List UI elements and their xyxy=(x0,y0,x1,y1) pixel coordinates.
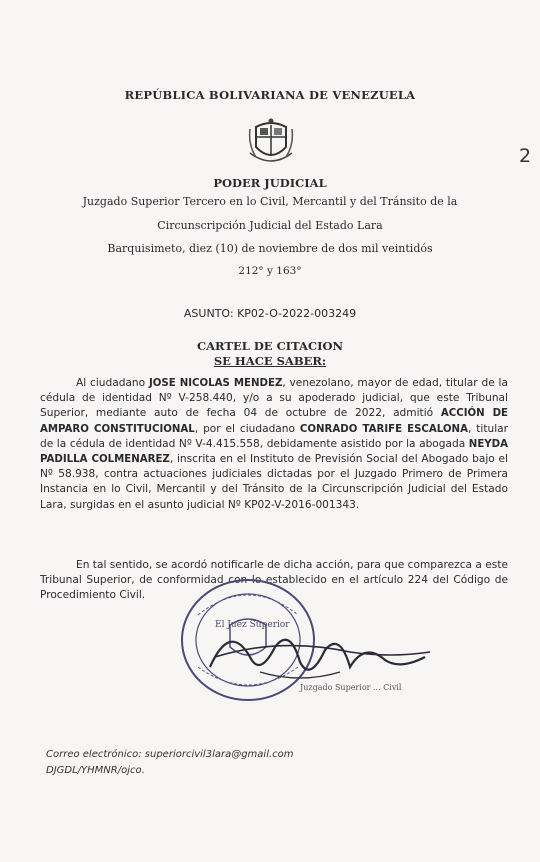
p1-text-a: Al ciudadano xyxy=(76,377,149,389)
p1-accion: ACCIÓN DE AMPARO CONSTITUCIONAL xyxy=(40,408,508,435)
signature-caption: Juzgado Superior ... Civil xyxy=(300,683,402,692)
years-line: 212° y 163° xyxy=(238,265,302,277)
body-paragraph-2: En tal sentido, se acordó notificarle de dicha acción, para que comparezca a este Tribunal Superior, de conformidad con lo establecido en el artículo 224 del Código de Procedimiento Civil. xyxy=(40,559,508,602)
republic-heading: REPÚBLICA BOLIVARIANA DE VENEZUELA xyxy=(124,88,416,102)
signature-icon xyxy=(200,612,435,692)
se-hace-saber-title: SE HACE SABER: xyxy=(213,354,327,368)
p1-solicitante-name: CONRADO TARIFE ESCALONA xyxy=(299,423,468,435)
asunto-line: ASUNTO: KP02-O-2022-003249 xyxy=(183,307,357,320)
drafter-initials: DJGDL/YHMNR/ojco. xyxy=(46,765,145,776)
place-date: Barquisimeto, diez (10) de noviembre de dos mil veintidós xyxy=(107,242,433,255)
cartel-title: CARTEL DE CITACION xyxy=(196,339,344,353)
p1-text-c: , por el ciudadano xyxy=(194,422,300,435)
poder-judicial-heading: PODER JUDICIAL xyxy=(213,176,327,190)
p1-citado-name: JOSE NICOLAS MENDEZ xyxy=(148,378,283,389)
p1-abogada-name: NEYDA PADILLA COLMENAREZ xyxy=(40,438,508,466)
p1-text-e: , inscrita en el Instituto de Previsión Social del Abogado bajo el Nº 58.938, contra actuaciones judiciales dictadas por el Juzgado Primero de Primera Instancia en lo Civil, Mercantil y del Tránsito de la Circunscripción Judicial del Estado Lara, surgidas en el asunto judicial Nº KP02-V-2016-001343. xyxy=(40,453,508,511)
body-paragraph-1 xyxy=(40,376,508,513)
court-name-line2: Circunscripción Judicial del Estado Lara xyxy=(157,219,383,232)
p1-text-b: , venezolano, mayor de edad, titular de la cédula de identidad Nº V-258.440, y/o a su apoderado judicial, que este Tribunal Superior, mediante auto de fecha 04 de octubre de 2022, admitió xyxy=(40,377,508,420)
court-name-line1: Juzgado Superior Tercero en lo Civil, Mercantil y del Tránsito de la xyxy=(82,195,458,208)
stamp-label: El Juez Superior xyxy=(215,620,290,630)
page-number: 2 xyxy=(519,145,532,167)
coat-of-arms-icon xyxy=(246,117,296,169)
contact-email: Correo electrónico: superiorcivil3lara@gmail.com xyxy=(46,749,294,760)
p1-text-d: , titular de la cédula de identidad Nº V-4.415.558, debidamente asistido por la abogada xyxy=(40,422,508,450)
